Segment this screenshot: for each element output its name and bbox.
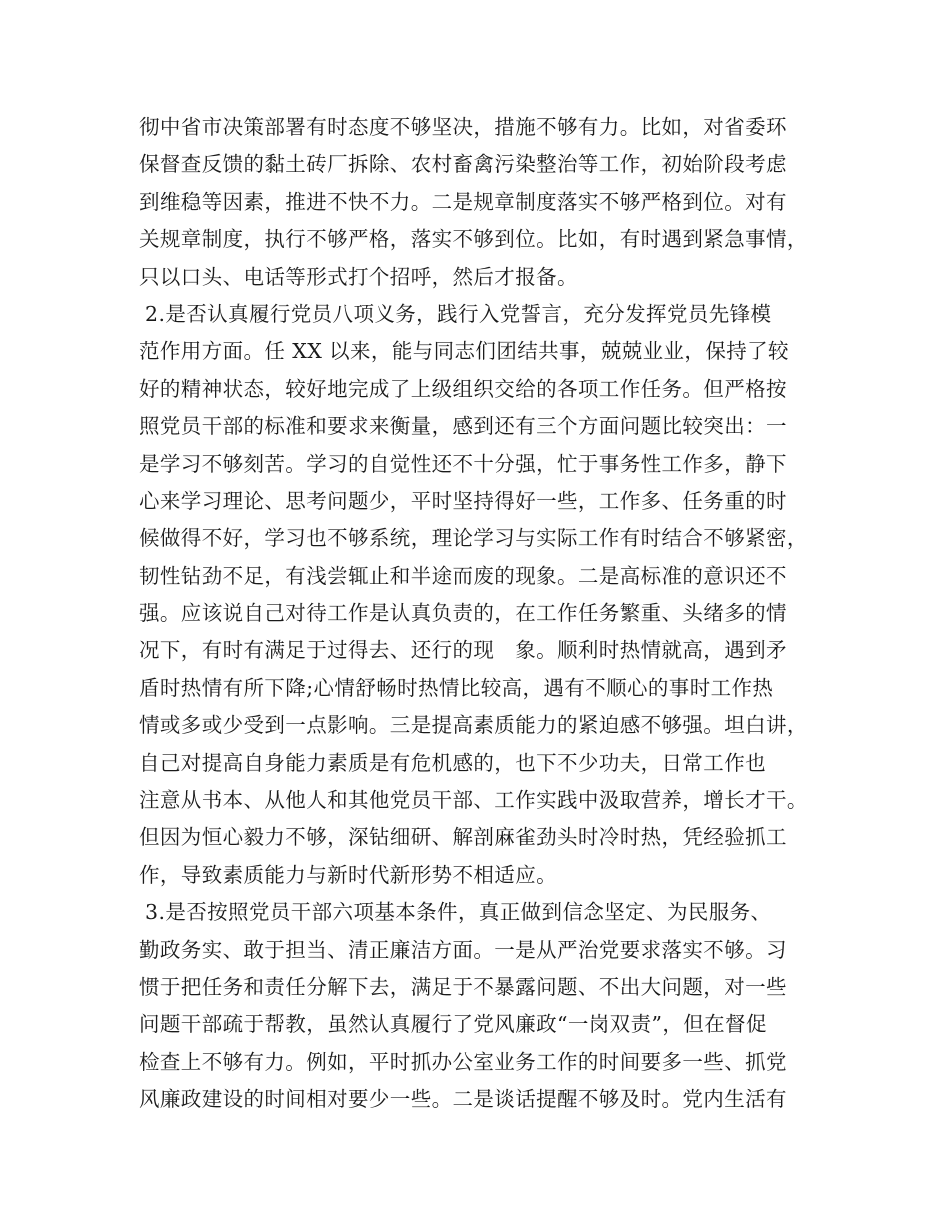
text-line-27: 风廉政建设的时间相对要少一些。二是谈话提醒不够及时。党内生活有 (139, 1087, 787, 1112)
text-line-17: 情或多或少受到一点影响。三是提高素质能力的紧迫感不够强。坦白讲， (139, 713, 808, 738)
text-line-25: 问题干部疏于帮教，虽然认真履行了党风廉政“一岗双责”，但在督促 (139, 1012, 767, 1037)
text-line-5: 只以口头、电话等形式打个招呼，然后才报备。 (139, 264, 578, 289)
text-line-16: 盾时热情有所下降;心情舒畅时热情比较高，遇有不顺心的事时工作热 (139, 675, 774, 700)
text-line-15: 况下，有时有满足于过得去、还行的现 象。顺利时热情就高，遇到矛 (139, 638, 787, 663)
text-line-4: 关规章制度，执行不够严格，落实不够到位。比如，有时遇到紧急事情， (139, 227, 808, 252)
text-line-26: 检查上不够有力。例如，平时抓办公室业务工作的时间要多一些、抓党 (139, 1049, 787, 1074)
text-line-3: 到维稳等因素，推进不快不力。二是规章制度落实不够严格到位。对有 (139, 189, 787, 214)
text-line-12: 候做得不好，学习也不够系统，理论学习与实际工作有时结合不够紧密， (139, 526, 808, 551)
text-line-7: 范作用方面。任 XX 以来，能与同志们团结共事，兢兢业业，保持了较 (139, 339, 789, 364)
text-line-11: 心来学习理论、思考问题少，平时坚持得好一些，工作多、任务重的时 (139, 488, 787, 513)
text-line-2: 保督查反馈的黏土砖厂拆除、农村畜禽污染整治等工作，初始阶段考虑 (139, 152, 787, 177)
text-line-23: 勤政务实、敢于担当、清正廉洁方面。一是从严治党要求落实不够。习 (139, 937, 787, 962)
text-line-13: 韧性钻劲不足，有浅尝辄止和半途而废的现象。二是高标准的意识还不 (139, 563, 787, 588)
text-line-1: 彻中省市决策部署有时态度不够坚决，措施不够有力。比如，对省委环 (139, 115, 787, 139)
text-line-19: 注意从书本、从他人和其他党员干部、工作实践中汲取营养，增长才干。 (139, 788, 808, 813)
text-line-22: 3.是否按照党员干部六项基本条件，真正做到信念坚定、为民服务、 (145, 900, 772, 925)
text-line-24: 惯于把任务和责任分解下去，满足于不暴露问题、不出大问题，对一些 (139, 974, 787, 999)
text-line-6: 2.是否认真履行党员八项义务，践行入党誓言，充分发挥党员先锋模 (145, 301, 772, 326)
text-line-18: 自己对提高自身能力素质是有危机感的，也下不少功夫，日常工作也 (139, 750, 766, 775)
text-line-8: 好的精神状态，较好地完成了上级组织交给的各项工作任务。但严格按 (139, 376, 787, 401)
document-body (139, 109, 829, 1119)
text-line-14: 强。应该说自己对待工作是认真负责的，在工作任务繁重、头绪多的情 (139, 601, 787, 626)
text-line-21: 作，导致素质能力与新时代新形势不相适应。 (139, 862, 557, 887)
text-line-9: 照党员干部的标准和要求来衡量，感到还有三个方面问题比较突出：一 (139, 414, 787, 439)
text-line-20: 但因为恒心毅力不够，深钻细研、解剖麻雀劲头时冷时热，凭经验抓工 (139, 825, 787, 850)
text-line-10: 是学习不够刻苦。学习的自觉性还不十分强，忙于事务性工作多，静下 (139, 451, 787, 476)
